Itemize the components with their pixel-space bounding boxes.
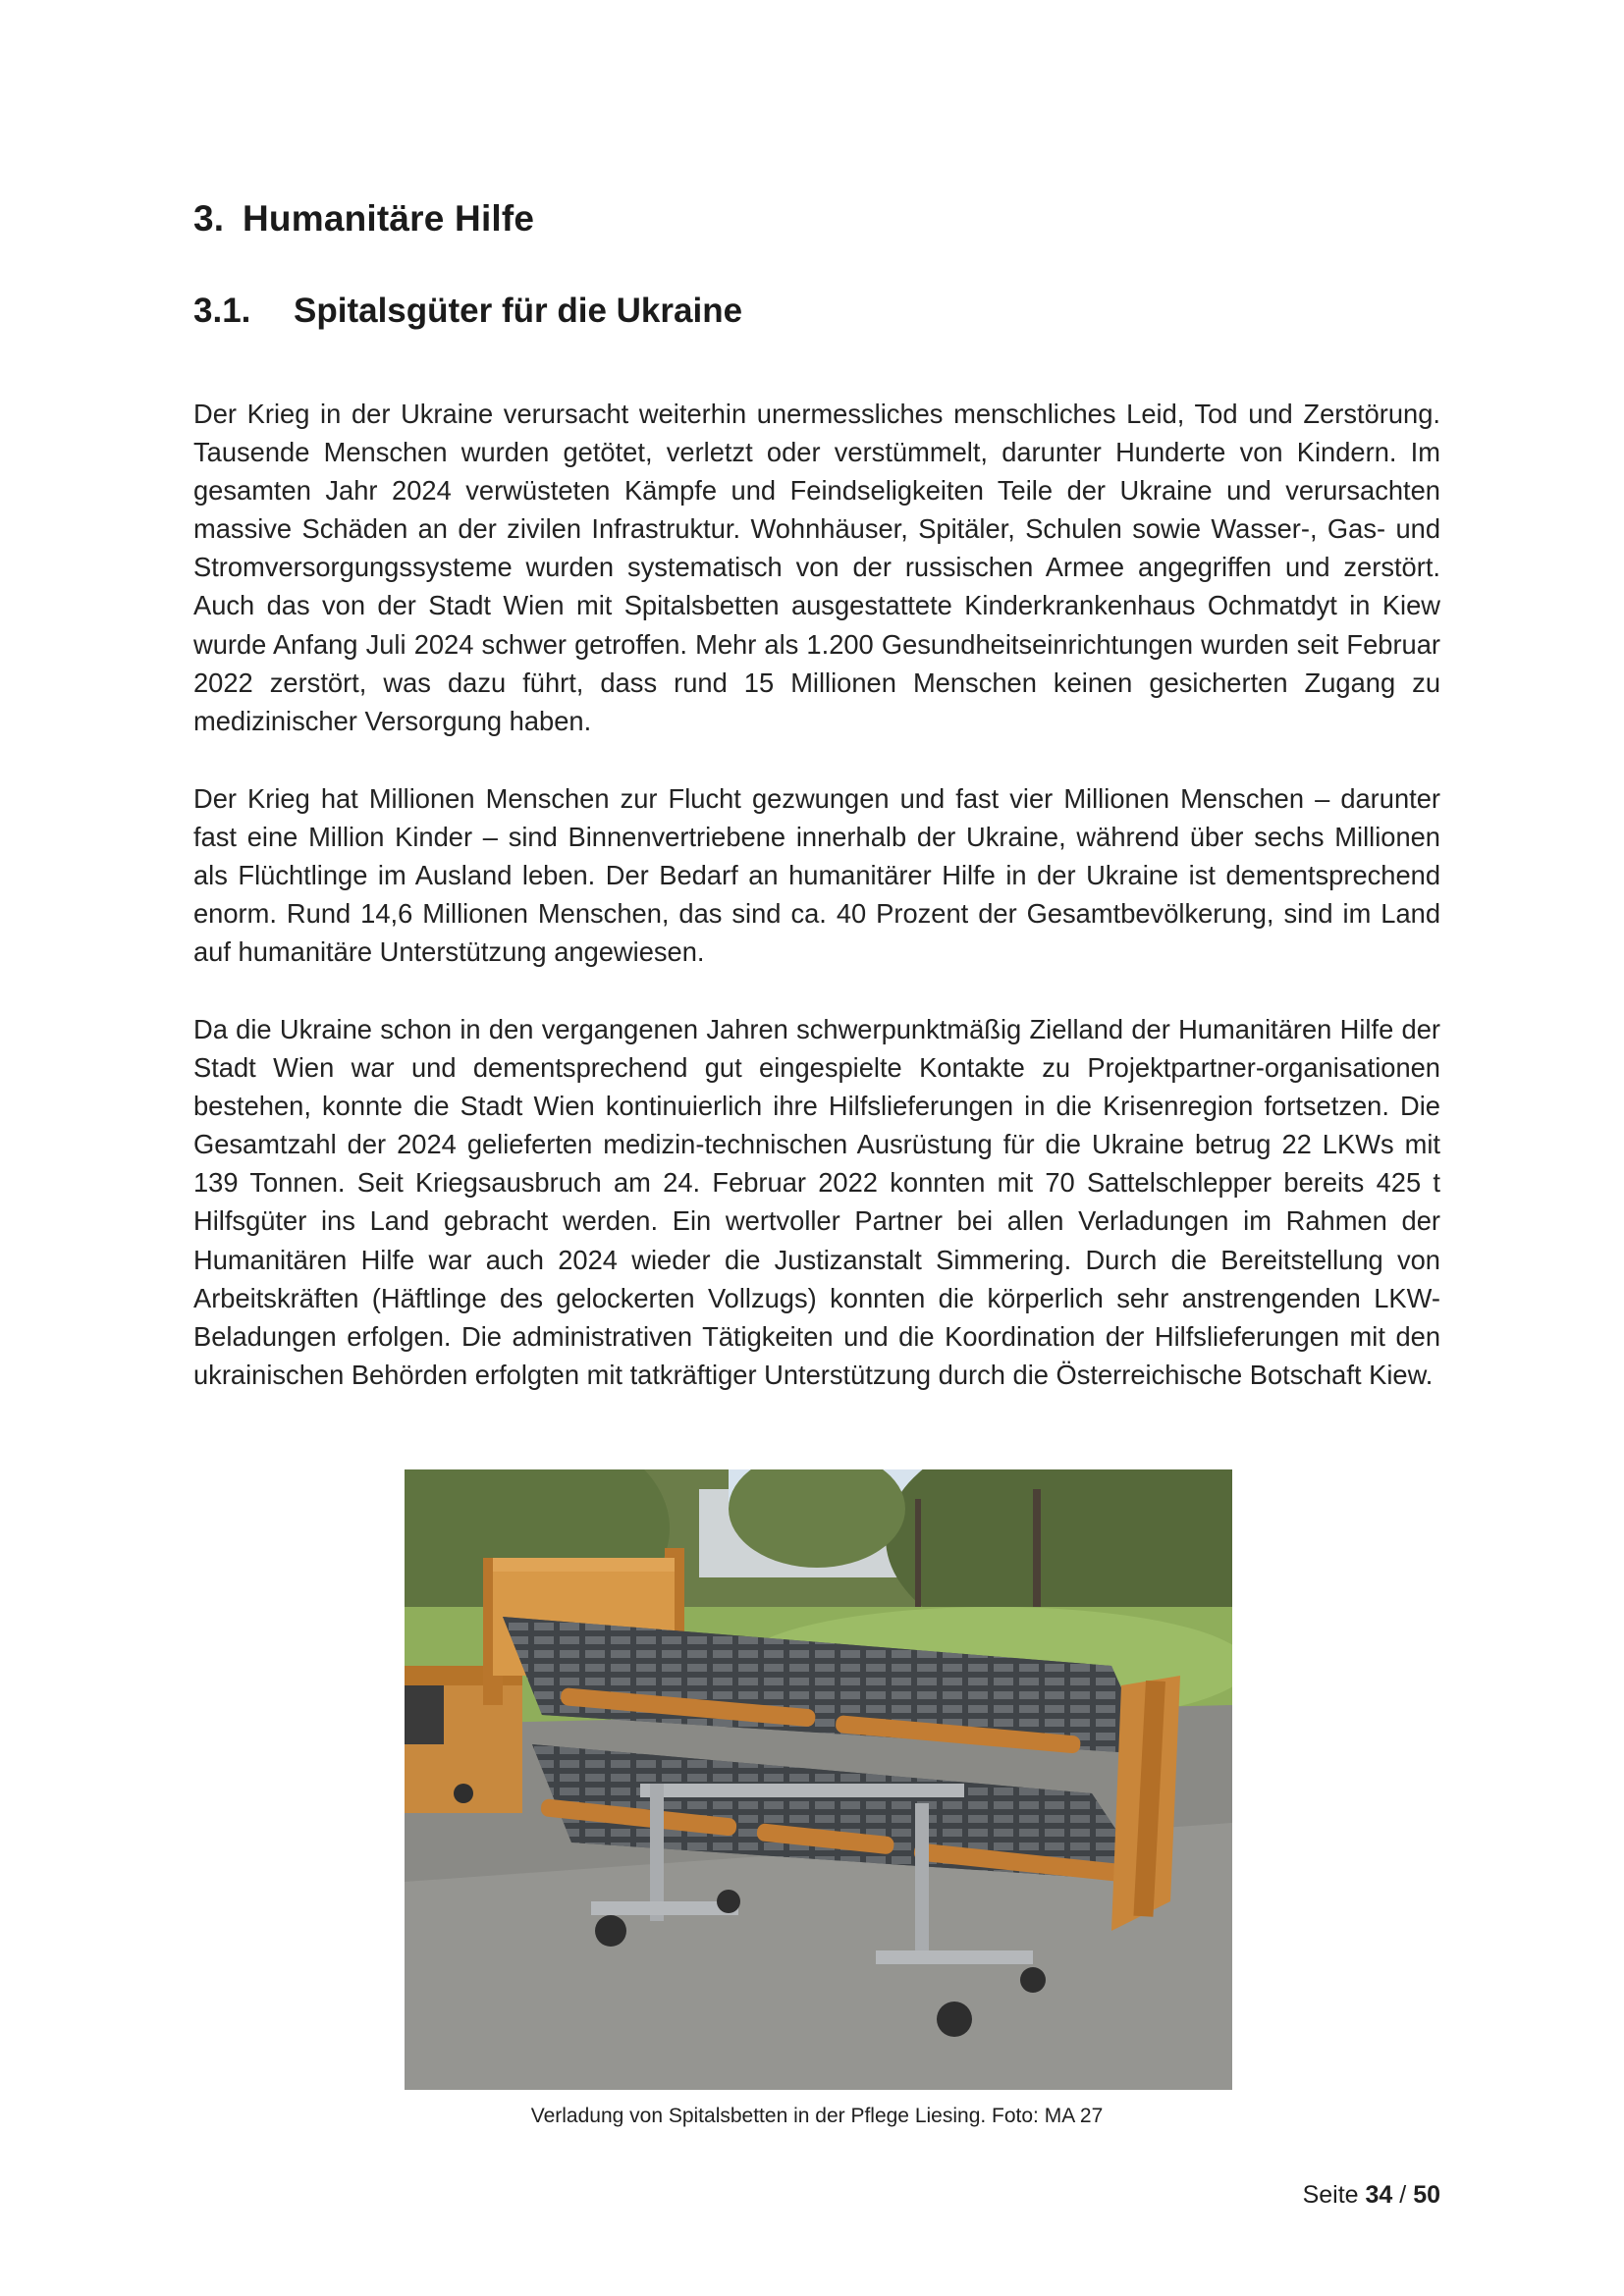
current-page: 34 bbox=[1365, 2181, 1393, 2209]
section-heading bbox=[193, 198, 534, 240]
total-pages: 50 bbox=[1413, 2181, 1440, 2209]
hospital-beds-photo bbox=[405, 1469, 1232, 2090]
figure-caption: Verladung von Spitalsbetten in der Pflege Liesing. Foto: MA 27 bbox=[530, 2105, 1104, 2127]
subsection-heading bbox=[193, 292, 742, 331]
paragraph-2: Der Krieg hat Millionen Menschen zur Flucht gezwungen und fast vier Millionen Menschen – darunter fast eine Million Kinder – sind Binnenvertriebene innerhalb der Ukraine, während über sechs Millionen als Flüchtlinge im Ausland leben. Der Bedarf an humanitärer Hilfe in der Ukraine ist dementsprechend enorm. Rund 14,6 Millionen Menschen, das sind ca. 40 Prozent der Gesamtbevölkerung, sind im Land auf humanitäre Unterstützung angewiesen. bbox=[193, 783, 1440, 968]
section-number: 3. bbox=[193, 198, 225, 239]
subsection-number: 3.1. bbox=[193, 292, 251, 330]
paragraph-1: Der Krieg in der Ukraine verursacht weiterhin unermessliches menschliches Leid, Tod und Zerstörung. Tausende Menschen wurden getötet, verletzt oder verstümmelt, darunter Hunderte von Kindern. Im gesamten Jahr 2024 verwüsteten Kämpfe und Feindseligkeiten Teile der Ukraine und verursachten massive Schäden an der zivilen Infrastruktur. Wohnhäuser, Spitäler, Schulen sowie Wasser-, Gas- und Stromversorgungssysteme wurden systematisch von der russischen Armee angegriffen und zerstört. Auch das von der Stadt Wien mit Spitalsbetten ausgestattete Kinderkrankenhaus Ochmatdyt in Kiew wurde Anfang Juli 2024 schwer getroffen. Mehr als 1.200 Gesundheitseinrichtungen wurden seit Februar 2022 zerstört, was dazu führt, dass rund 15 Millionen Menschen keinen gesicherten Zugang zu medizinischer Versorgung haben. bbox=[193, 399, 1440, 736]
page-number bbox=[1303, 2181, 1440, 2210]
page-separator: / bbox=[1399, 2181, 1407, 2209]
section-title: Humanitäre Hilfe bbox=[243, 198, 535, 239]
page-label: Seite bbox=[1302, 2181, 1359, 2209]
subsection-title: Spitalsgüter für die Ukraine bbox=[294, 292, 743, 330]
paragraph-3: Da die Ukraine schon in den vergangenen Jahren schwerpunktmäßig Zielland der Humanitären Hilfe der Stadt Wien war und dementsprechend gut eingespielte Kontakte zu Projektpartner-organisationen bestehen, konnte die Stadt Wien kontinuierlich ihre Hilfslieferungen in die Krisenregion fortsetzen. Die Gesamtzahl der 2024 gelieferten medizin-technischen Ausrüstung für die Ukraine betrug 22 LKWs mit 139 Tonnen. Seit Kriegsausbruch am 24. Februar 2022 konnten mit 70 Sattelschlepper bereits 425 t Hilfsgüter ins Land gebracht werden. Ein wertvoller Partner bei allen Verladungen im Rahmen der Humanitären Hilfe war auch 2024 wieder die Justizanstalt Simmering. Durch die Bereitstellung von Arbeitskräften (Häftlinge des gelockerten Vollzugs) konnten die körperlich sehr anstrengenden LKW-Beladungen erfolgen. Die administrativen Tätigkeiten und die Koordination der Hilfslieferungen mit den ukrainischen Behörden erfolgten mit tatkräftiger Unterstützung durch die Österreichische Botschaft Kiew. bbox=[193, 1014, 1440, 1390]
document-page bbox=[193, 0, 1440, 2296]
